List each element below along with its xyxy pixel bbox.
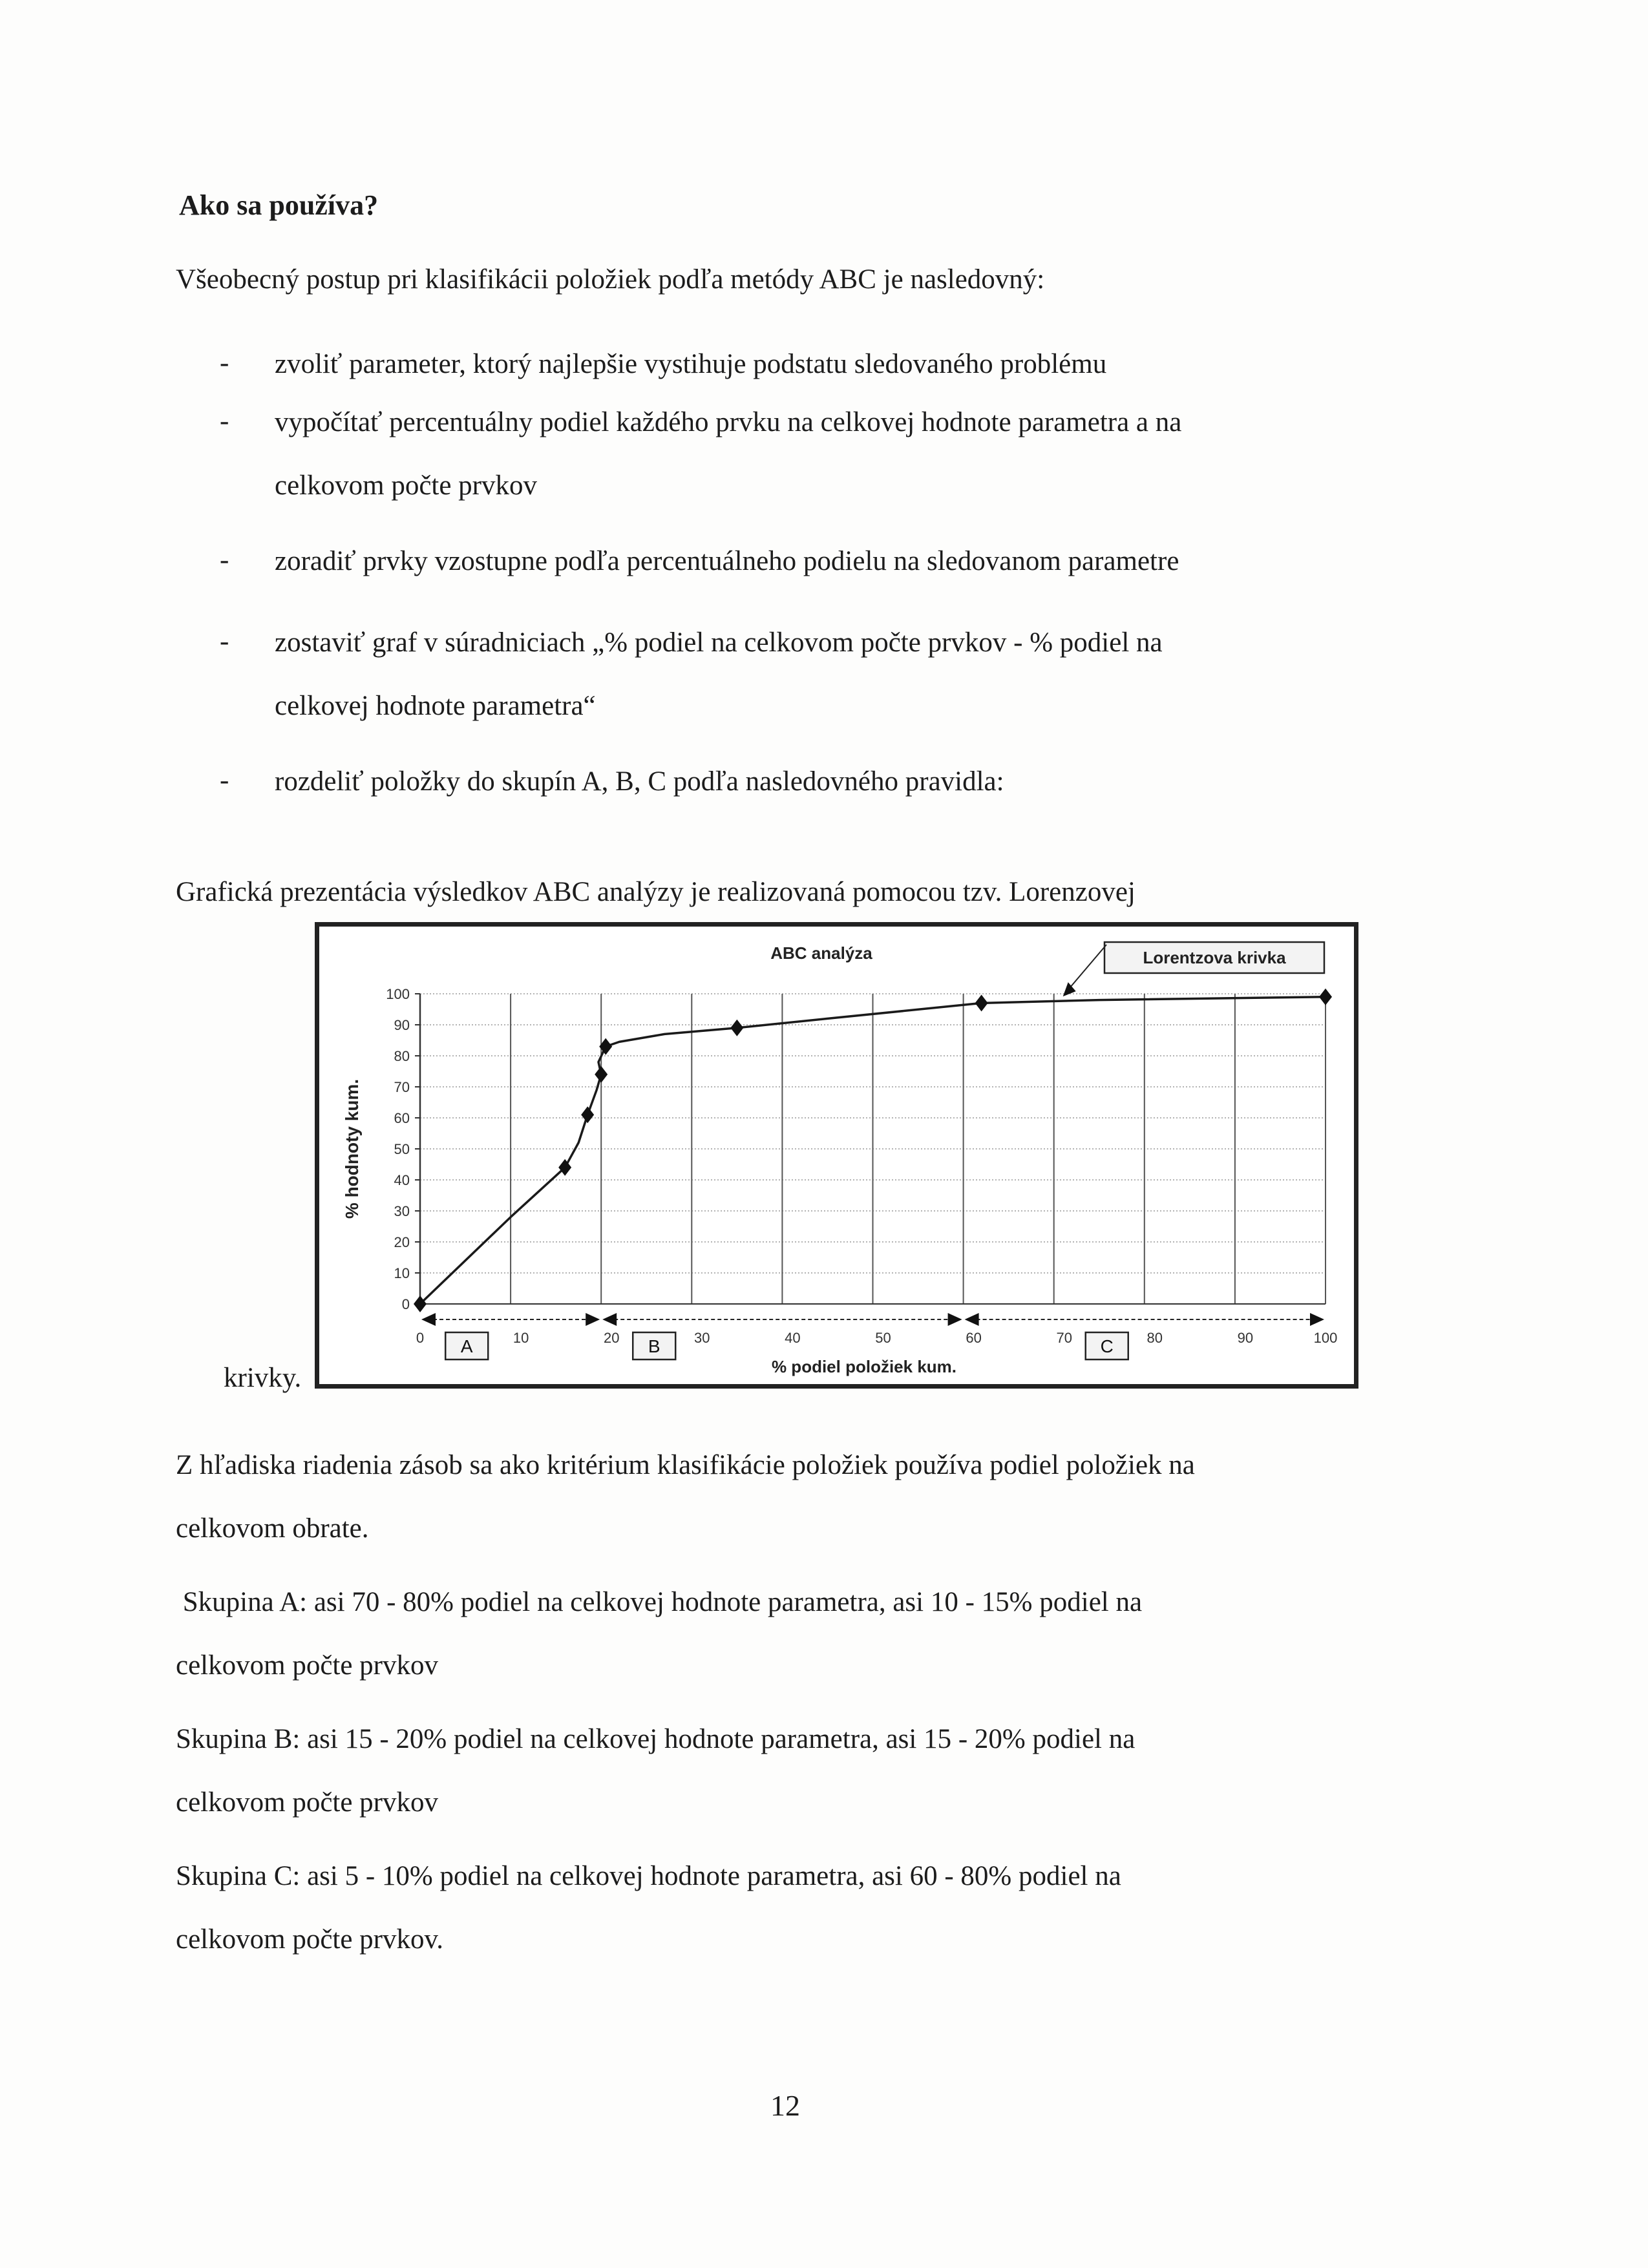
intro-paragraph: Všeobecný postup pri klasifikácii položiek podľa metódy ABC je nasledovný: [176,264,1045,295]
x-tick-label: 100 [1313,1330,1338,1346]
abc-chart [315,922,1358,1389]
x-tick-label: 30 [694,1330,710,1346]
page-number: 12 [770,2089,800,2122]
list-item [275,391,1373,518]
y-tick-label: 40 [394,1172,410,1188]
y-tick-label: 90 [394,1017,410,1033]
y-tick-label: 0 [401,1296,410,1312]
y-tick-label: 10 [394,1265,410,1281]
group-arrowhead-left [602,1313,617,1326]
list-item-line: celkovej hodnote parametra“ [275,691,596,721]
section-heading: Ako sa používa? [179,189,379,221]
y-tick-label: 100 [386,986,410,1002]
x-tick-label: 70 [1056,1330,1072,1346]
group-label: C [1100,1336,1114,1356]
list-item-line: celkovom počte prvkov [275,470,538,501]
group-label: A [460,1336,473,1356]
x-tick-label: 20 [603,1330,620,1346]
group-arrowhead-left [421,1313,436,1326]
list-item-line: zvoliť parameter, ktorý najlepšie vystihuje podstatu sledovaného problému [275,349,1107,379]
y-tick-label: 50 [394,1141,410,1157]
paragraph-line: Skupina A: asi 70 - 80% podiel na celkovej hodnote parametra, asi 10 - 15% podiel na [176,1587,1143,1617]
x-tick-label: 40 [785,1330,801,1346]
list-item-line: zostaviť graf v súradniciach „% podiel na celkovom počte prvkov - % podiel na [275,627,1163,658]
y-tick-label: 20 [394,1234,410,1250]
list-dash: - [220,545,229,575]
paragraph-line: celkovom obrate. [176,1513,369,1544]
x-axis-label: % podiel položiek kum. [771,1357,957,1376]
paragraph-line: celkovom počte prvkov. [176,1924,443,1955]
graph-intro: Grafická prezentácia výsledkov ABC analýzy je realizovaná pomocou tzv. Lorenzovej [176,877,1136,907]
y-tick-label: 60 [394,1110,410,1126]
list-item-line: vypočítať percentuálny podiel každého prvku na celkovej hodnote parametra a na [275,407,1182,437]
group-label: B [648,1336,660,1356]
list-item [275,333,1373,396]
paragraph-line: Z hľadiska riadenia zásob sa ako kritérium klasifikácie položiek používa podiel položiek na [176,1450,1195,1480]
x-tick-label: 0 [416,1330,425,1346]
list-dash: - [220,765,229,795]
paragraph-line: Skupina C: asi 5 - 10% podiel na celkovej hodnote parametra, asi 60 - 80% podiel na [176,1861,1121,1891]
list-item [275,530,1373,593]
group-arrowhead-right [586,1313,600,1326]
y-tick-label: 70 [394,1079,410,1095]
group-b-paragraph [176,1708,1378,1834]
graph-intro-end: krivky. [224,1363,302,1393]
paragraph-line: celkovom počte prvkov [176,1787,439,1818]
y-tick-label: 80 [394,1048,410,1064]
paragraph-line: celkovom počte prvkov [176,1650,439,1681]
y-tick-label: 30 [394,1203,410,1219]
x-tick-label: 60 [966,1330,982,1346]
list-dash: - [220,406,229,436]
paragraph-line: Skupina B: asi 15 - 20% podiel na celkovej hodnote parametra, asi 15 - 20% podiel na [176,1724,1136,1754]
legend-callout-line [1067,945,1106,991]
x-tick-label: 10 [512,1330,529,1346]
list-item [275,611,1373,738]
group-a-paragraph [176,1571,1378,1697]
group-arrowhead-right [948,1313,962,1326]
group-c-paragraph [176,1845,1378,1971]
chart-title: ABC analýza [770,943,872,963]
list-item-line: rozdeliť položky do skupín A, B, C podľa nasledovného pravidla: [275,766,1004,797]
list-dash: - [220,626,229,656]
x-tick-label: 90 [1237,1330,1254,1346]
criterion-paragraph [176,1434,1378,1560]
legend-label: Lorentzova krivka [1143,948,1286,967]
group-arrowhead-right [1310,1313,1324,1326]
x-tick-label: 80 [1146,1330,1163,1346]
list-dash: - [220,348,229,378]
list-item [275,750,1373,814]
x-tick-label: 50 [875,1330,891,1346]
y-axis-label: % hodnoty kum. [342,1078,362,1219]
group-arrowhead-left [965,1313,979,1326]
chart-svg [319,927,1354,1384]
list-item-line: zoradiť prvky vzostupne podľa percentuálneho podielu na sledovanom parametre [275,546,1179,576]
